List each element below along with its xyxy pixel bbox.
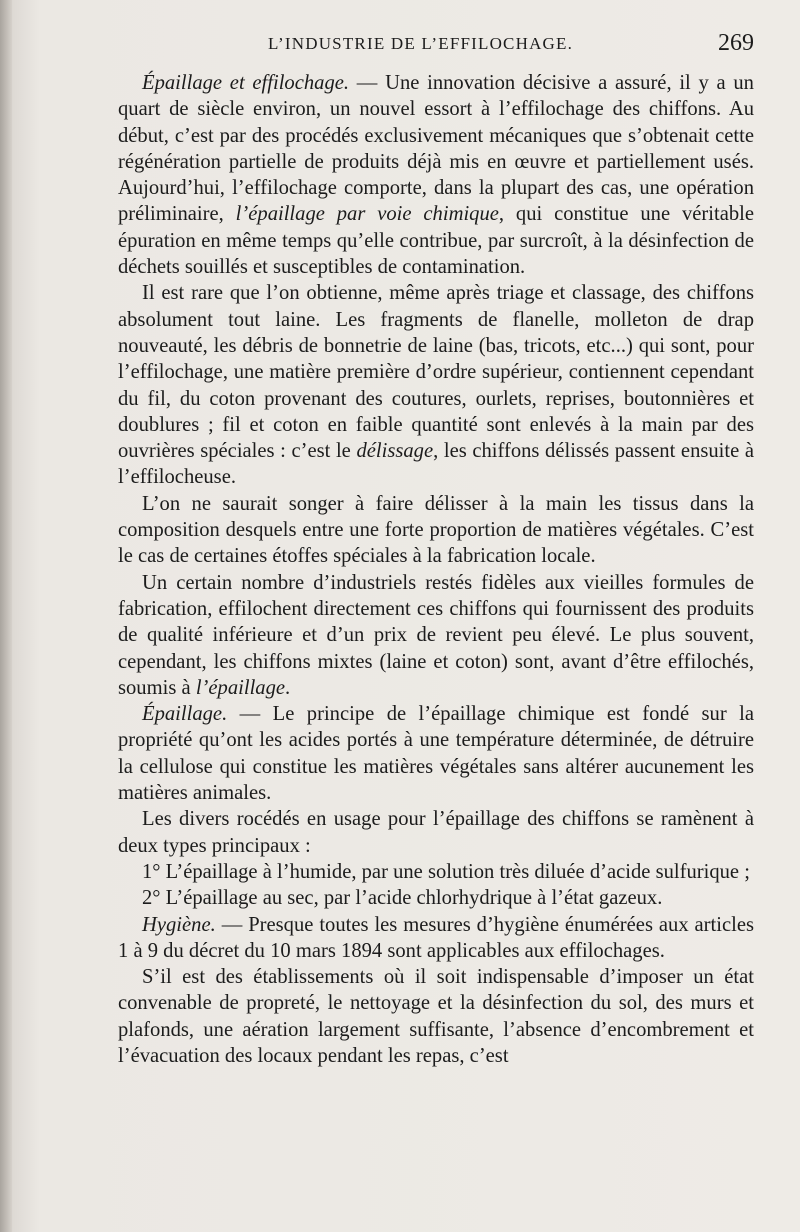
list-item-sec: 2° L’épaillage au sec, par l’acide chlorhydrique à l’état gazeux. xyxy=(142,887,663,910)
paragraph-text: — Presque toutes les mesures d’hygiène énumérées aux articles 1 à 9 du décret du 10 mars 1894 sont applicables aux effilochages. xyxy=(118,913,754,962)
paragraph-text: , les chiffons délissés passent ensuite à l’effilocheuse. xyxy=(118,440,755,489)
page-number: 269 xyxy=(718,30,754,56)
paragraph-epaillage-effilochage xyxy=(118,70,754,280)
paragraph-procedes: Les divers rocédés en usage pour l’épaillage des chiffons se ramènent à deux types principaux : xyxy=(118,808,754,857)
list-item-humide: 1° L’épaillage à l’humide, par une solution très diluée d’acide sulfurique ; xyxy=(142,860,750,883)
section-lead: Hygiène. xyxy=(142,913,216,936)
page-header xyxy=(118,30,754,64)
paragraph-text: Un certain nombre d’industriels restés fidèles aux vieilles formules de fabrication, effilochent directement ces chiffons qui fournissent des produits de qualité inférieure et d’un prix de revient peu élevé. Le plus souvent, cependant, les chiffons mixtes (laine et coton) sont, avant d’être effilochés, soumis à xyxy=(118,571,754,699)
paragraph-industriels xyxy=(118,570,754,701)
body-text xyxy=(118,70,754,1069)
paragraph-matieres-vegetales: L’on ne saurait songer à faire délisser à la main les tissus dans la composition desquels entre une forte proportion de matières végétales. C’est le cas de certaines étoffes spéciales à la fabrication locale. xyxy=(118,492,754,568)
running-title: L’INDUSTRIE DE L’EFFILOCHAGE. xyxy=(268,34,574,53)
paragraph-delissage xyxy=(118,280,754,490)
paragraph-etablissements: S’il est des établissements où il soit indispensable d’imposer un état convenable de propreté, le nettoyage et la désinfection du sol, des murs et plafonds, une aération largement suffisante, l’absence d’encombrement et l’évacuation des locaux pendant les repas, c’est xyxy=(118,966,754,1067)
emphasis-text: délissage xyxy=(356,440,434,463)
paragraph-text: , qui constitue une véritable épuration en même temps qu’elle contribue, par surcroît, à la désinfection de déchets souillés et susceptibles de contamination. xyxy=(118,203,754,279)
paragraph-hygiene xyxy=(118,912,754,965)
emphasis-text: l’épaillage par voie chimique xyxy=(235,203,499,226)
paragraph-text: — Une innovation décisive a assuré, il y a un quart de siècle environ, un nouvel essort à l’effilochage des chiffons. Au début, c’est par des procédés exclusivement mécaniques que s’obtenait cette régénération partielle de produits déjà mis en œuvre et partiellement usés. Aujourd’hui, l’effilochage comporte, dans la plupart des cas, une opération préliminaire, xyxy=(118,72,754,226)
page-gutter xyxy=(0,0,12,1232)
paragraph-text: Il est rare que l’on obtienne, même après triage et classage, des chiffons absolument tout laine. Les fragments de flanelle, molleton de drap nouveauté, les débris de bonnetrie de laine (bas, tricots, etc...) qui sont, pour l’effilochage, une matière première d’ordre supérieur, contiennent cependant du fil, du coton provenant des coutures, ourlets, reprises, boutonnières et doublures ; fil et coton en faible quantité sont enlevés à la main par des ouvrières spéciales : c’est le xyxy=(118,282,754,463)
section-lead: Épaillage et effilochage. xyxy=(142,72,350,94)
emphasis-text: l’épaillage xyxy=(195,676,286,699)
section-lead: Épaillage. xyxy=(142,703,228,726)
paragraph-text: — Le principe de l’épaillage chimique est fondé sur la propriété qu’ont les acides portés à une température déterminée, de détruire la cellulose qui constitue les matières végétales sans altérer aucunement les matières animales. xyxy=(118,703,754,805)
paragraph-epaillage xyxy=(118,701,754,806)
paragraph-text: . xyxy=(285,676,291,699)
